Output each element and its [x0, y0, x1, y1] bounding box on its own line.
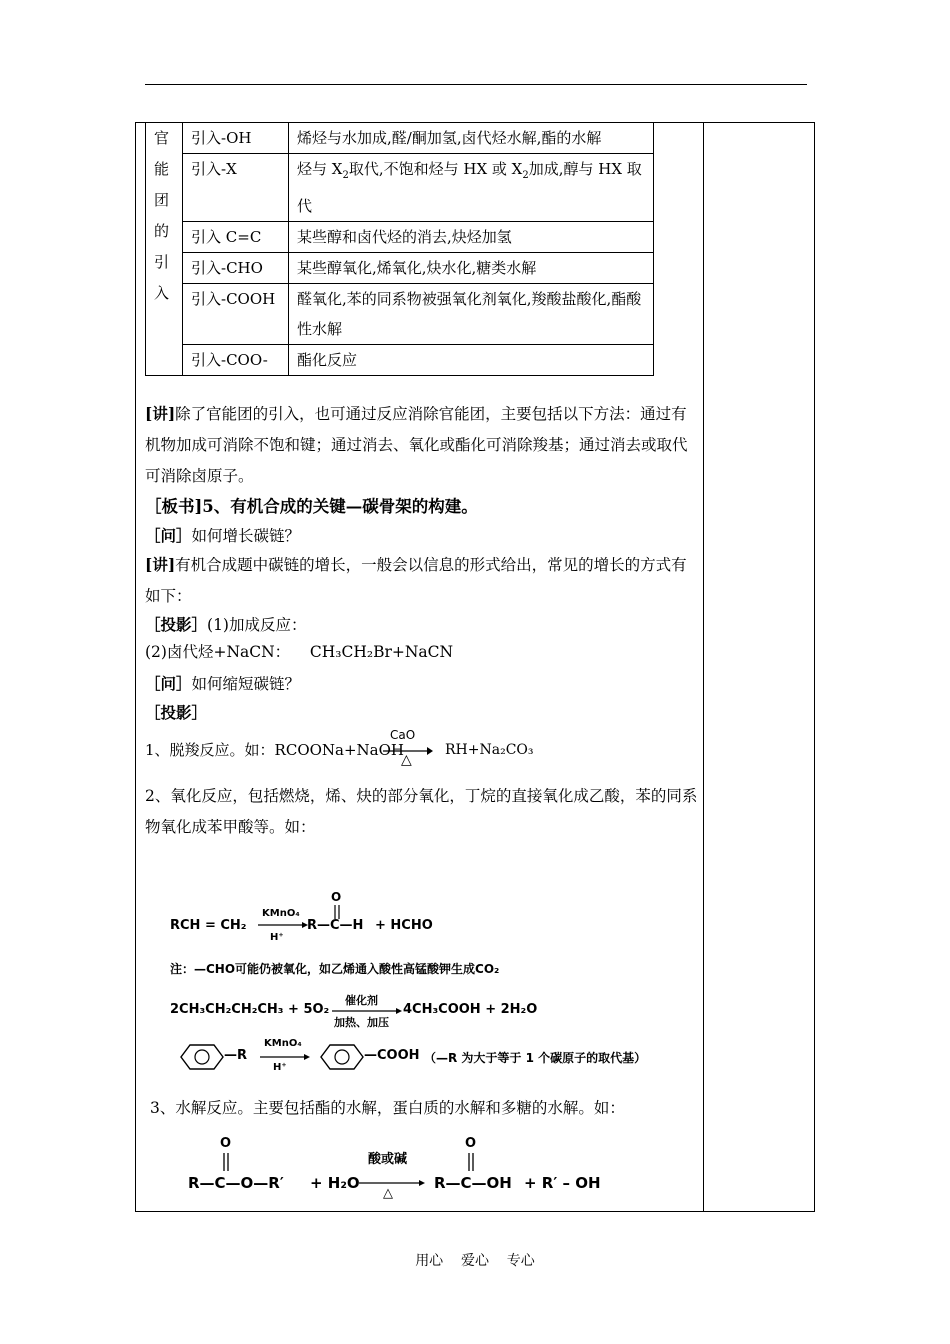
benzene-ring-icon [180, 1044, 224, 1070]
projection-addition: ［投影］(1)加成反应： [145, 615, 307, 634]
table-row [146, 222, 654, 253]
table-row [146, 253, 654, 284]
projection-label: ［投影］ [145, 703, 208, 722]
table-row [146, 284, 654, 345]
group-char: 入 [154, 284, 170, 302]
table-row [146, 345, 654, 376]
row-key: 引入 C=C [183, 222, 289, 253]
question-lengthen: ［问］如何增长碳链？ [145, 526, 301, 545]
equation-benzene-oxidation: —R KMnO₄ H⁺ —COOH （—R 为大于等于 1 个碳原子的取代基） [180, 1038, 700, 1078]
group-char: 的 [154, 222, 170, 240]
row-value: 烃与 $X_2$取代,不饱和烃与 HX 或 $X_2$加成,醇与 HX 取代 [289, 154, 654, 222]
row-key: 引入-COOH [183, 284, 289, 345]
table-row [146, 123, 654, 154]
group-char: 引 [154, 253, 170, 271]
group-char: 官 [154, 129, 170, 147]
paragraph-oxidation: 2、氧化反应，包括燃烧，烯、炔的部分氧化，丁烷的直接氧化成乙酸，苯的同系物氧化成苯甲酸等。如： [145, 787, 698, 836]
reaction-arrow-icon [260, 1052, 310, 1062]
board-heading: ［板书]5、有机合成的关键—碳骨架的构建。 [145, 497, 478, 516]
double-bond-icon [332, 905, 342, 919]
equation-butane-oxidation: 2CH₃CH₂CH₂CH₃ + 5O₂ 催化剂 加热、加压 4CH₃COOH + 2H₂O [170, 994, 538, 1029]
benzene-ring-icon [320, 1044, 364, 1070]
reaction-decarboxylation: 1、脱羧反应。如：RCOONa+NaOH CaO △ RH+Na₂CO₃ [145, 728, 534, 768]
row-value: 某些醇和卤代烃的消去,炔烃加氢 [289, 222, 654, 253]
item-halide-nacn: (2)卤代烃+NaCN： CH₃CH₂Br+NaCN [145, 643, 454, 661]
row-key: 引入-CHO [183, 253, 289, 284]
group-label-cell [146, 123, 183, 376]
paragraph-eliminate: [讲]除了官能团的引入，也可通过反应消除官能团，主要包括以下方法：通过有机物加成可消除不饱和键；通过消去、氧化或酯化可消除羧基；通过消去或取代可消除卤原子。 [145, 404, 688, 485]
header-rule [145, 84, 807, 85]
oxidation-note: 注：—CHO可能仍被氧化，如乙烯通入酸性高锰酸钾生成CO₂ [170, 962, 500, 976]
row-value: 醛氧化,苯的同系物被强氧化剂氧化,羧酸盐酸化,酯酸性水解 [289, 284, 654, 345]
functional-group-table [145, 122, 654, 376]
equation-alkene-oxidation: RCH = CH₂ KMnO₄ H⁺ O R—C—H + HCHO [170, 890, 433, 943]
outer-column-divider [703, 122, 704, 1212]
row-value: 酯化反应 [289, 345, 654, 376]
row-key: 引入-COO- [183, 345, 289, 376]
double-bond-icon [221, 1153, 231, 1171]
paragraph-lengthen: [讲]有机合成题中碳链的增长，一般会以信息的形式给出，常见的增长的方式有如下： [145, 555, 687, 605]
row-value: 某些醇氧化,烯氧化,炔水化,糖类水解 [289, 253, 654, 284]
row-key: 引入-X [183, 154, 289, 222]
row-value: 烯烃与水加成,醛/酮加氢,卤代烃水解,酯的水解 [289, 123, 654, 154]
question-shorten: ［问］如何缩短碳链？ [145, 674, 301, 693]
group-char: 能 [154, 160, 170, 178]
paragraph-hydrolysis: 3、水解反应。主要包括酯的水解，蛋白质的水解和多糖的水解。如： [150, 1099, 625, 1117]
equation-ester-hydrolysis: O R—C—O—R′ + H₂O 酸或碱 △ O R—C—OH + R′ – OH [188, 1136, 601, 1201]
double-bond-icon [466, 1153, 476, 1171]
row-key: 引入-OH [183, 123, 289, 154]
page-footer: 用心 爱心 专心 [415, 1253, 535, 1269]
table-row [146, 154, 654, 222]
group-char: 团 [154, 191, 170, 209]
reaction-arrow-icon [258, 920, 308, 930]
